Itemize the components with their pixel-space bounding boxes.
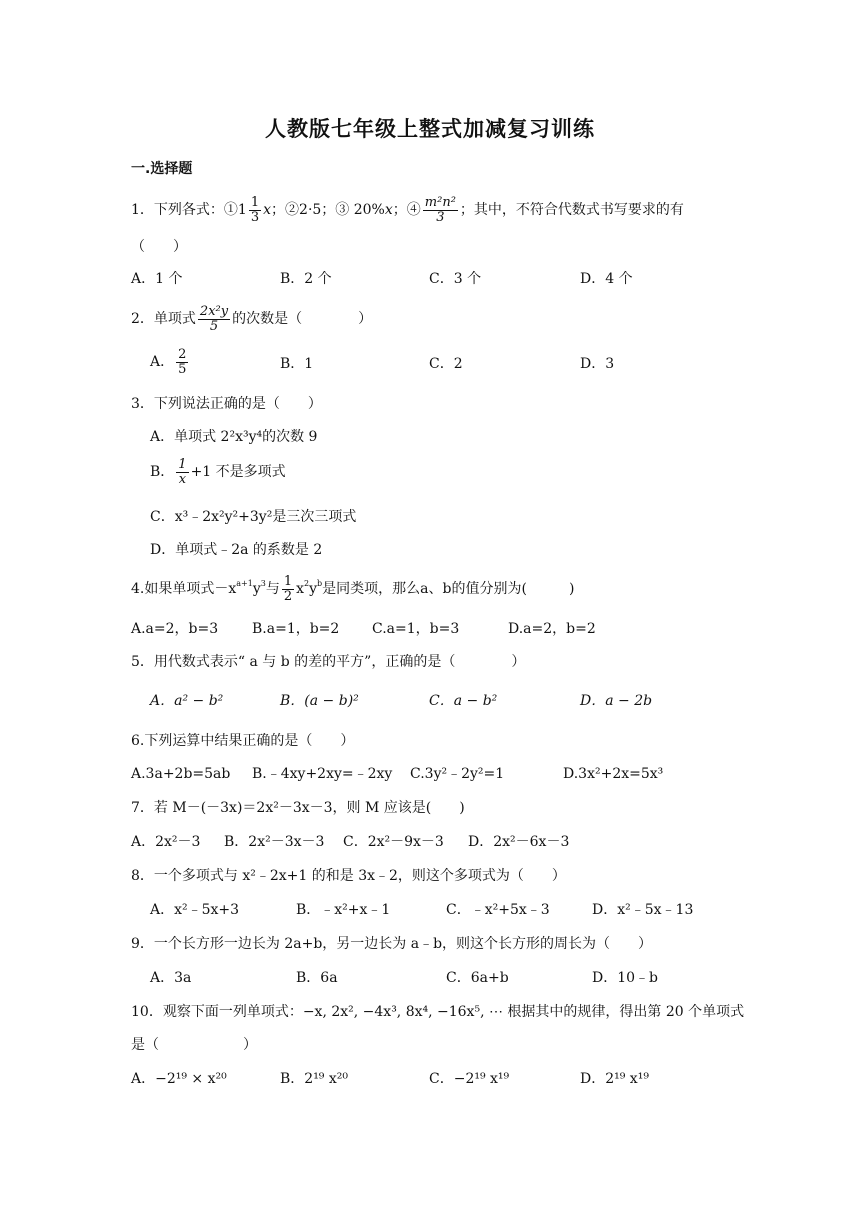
q3-option-b-denominator: x xyxy=(178,471,187,487)
q1-option-d: D．4 个 xyxy=(580,271,633,287)
q2-suffix: 的次数是（ ） xyxy=(232,311,373,328)
q1-mixed-number xyxy=(238,196,263,224)
q5-option-a: A．a² − b² xyxy=(150,693,224,709)
q1-var2: x xyxy=(384,202,393,219)
q6-option-d: D.3x²+2x=5x³ xyxy=(563,766,664,782)
q4-mid2: 与 xyxy=(265,581,280,598)
q7-option-a: A．2x²－3 xyxy=(131,834,201,850)
q9-option-c: C．6a+b xyxy=(446,970,509,986)
q4-suffix: 是同类项，那么a、b的值分别为( ) xyxy=(322,581,575,598)
q1-fraction-numerator: 1 xyxy=(250,195,260,210)
q10-option-b: B．2¹⁹ x²⁰ xyxy=(280,1071,348,1087)
question-6-stem: 6.下列运算中结果正确的是（ ） xyxy=(131,733,355,749)
q5-option-d: D．a − 2b xyxy=(580,693,653,709)
q3-option-a: A．单项式 2²x³y⁴的次数 9 xyxy=(150,429,318,445)
q4-option-b: B.a=1，b=2 xyxy=(252,621,340,637)
q8-option-b: B．﹣x²+x﹣1 xyxy=(296,902,391,918)
q7-option-d: D．2x²－6x－3 xyxy=(468,834,570,850)
q1-option-b: B．2 个 xyxy=(280,271,332,287)
q1-fraction2-denominator: 3 xyxy=(436,209,445,225)
question-1-stem xyxy=(131,196,684,224)
q5-option-b: B．(a − b)² xyxy=(280,693,359,709)
q4-mid4: y xyxy=(309,581,318,598)
q3-option-b-label: B． xyxy=(150,464,175,481)
q5-option-c: C．a − b² xyxy=(429,693,498,709)
q2-fraction-denominator: 5 xyxy=(209,318,219,334)
q1-answer-paren: （ ） xyxy=(131,239,187,255)
page-title: 人教版七年级上整式加减复习训练 xyxy=(265,117,595,141)
q7-option-c: C．2x²－9x－3 xyxy=(343,834,444,850)
q4-option-a: A.a=2，b=3 xyxy=(131,621,219,637)
q1-suffix: ；其中，不符合代数式书写要求的有 xyxy=(459,202,684,219)
q4-mid1: y xyxy=(252,581,261,598)
section-heading: 一.选择题 xyxy=(131,161,193,177)
q4-fraction-denominator: 2 xyxy=(283,588,293,604)
q1-fraction-denominator: 3 xyxy=(250,209,260,225)
q4-mid3: x xyxy=(296,581,305,598)
q2-prefix: 2．单项式 xyxy=(131,311,196,328)
question-7-stem: 7．若 M－(－3x)＝2x²－3x－3，则 M 应该是( ) xyxy=(131,800,465,816)
q6-option-b: B.﹣4xy+2xy=﹣2xy xyxy=(252,766,393,782)
question-10-stem: 10．观察下面一列单项式：−x, 2x², −4x³, 8x⁴, −16x⁵, ⋯ 根据其中的规律，得出第 20 个单项式 xyxy=(131,1004,745,1020)
q4-sup4: b xyxy=(317,579,323,589)
q1-fraction2-numerator: m²n² xyxy=(424,195,456,210)
q8-option-d: D．x²﹣5x﹣13 xyxy=(592,902,694,918)
q3-option-b xyxy=(150,458,286,486)
q9-option-b: B．6a xyxy=(296,970,338,986)
question-2-stem xyxy=(131,305,372,333)
question-9-stem: 9．一个长方形一边长为 2a+b，另一边长为 a﹣b，则这个长方形的周长为（ ） xyxy=(131,936,653,952)
q2-option-c: C．2 xyxy=(429,356,463,372)
question-10-stem-continued: 是（ ） xyxy=(131,1037,257,1053)
q6-option-c: C.3y²﹣2y²=1 xyxy=(410,766,505,782)
q2-option-a-fraction xyxy=(176,348,188,376)
q1-mid2: ；④ xyxy=(392,202,421,219)
q1-fraction xyxy=(249,196,261,224)
q3-option-b-fraction xyxy=(176,458,188,486)
q9-option-a: A．3a xyxy=(150,970,192,986)
q2-option-b: B．1 xyxy=(280,356,314,372)
q2-option-a xyxy=(150,348,190,376)
q4-fraction-numerator: 1 xyxy=(283,574,293,589)
q2-option-a-numerator: 2 xyxy=(178,347,187,362)
q1-option-a: A．1 个 xyxy=(131,271,183,287)
q2-option-a-denominator: 5 xyxy=(178,361,187,377)
q4-sup2: 3 xyxy=(260,579,266,589)
q2-fraction xyxy=(198,305,230,333)
q1-var: x xyxy=(263,202,272,219)
q10-option-d: D．2¹⁹ x¹⁹ xyxy=(580,1071,649,1087)
q6-option-a: A.3a+2b=5ab xyxy=(131,766,231,782)
q3-option-d: D．单项式﹣2a 的系数是 2 xyxy=(150,542,323,558)
q4-sup3: 2 xyxy=(304,579,310,589)
q8-option-a: A．x²﹣5x+3 xyxy=(150,902,240,918)
q1-option-c: C．3 个 xyxy=(429,271,482,287)
q2-option-a-label: A． xyxy=(150,354,175,371)
q1-prefix: 1．下列各式：① xyxy=(131,202,238,219)
q10-option-c: C．−2¹⁹ x¹⁹ xyxy=(429,1071,510,1087)
q1-fraction-2 xyxy=(423,196,458,224)
q1-whole: 1 xyxy=(237,202,247,219)
q7-option-b: B．2x²－3x－3 xyxy=(224,834,325,850)
q3-option-b-numerator: 1 xyxy=(178,457,187,472)
q4-option-c: C.a=1，b=3 xyxy=(372,621,460,637)
q10-option-a: A．−2¹⁹ × x²⁰ xyxy=(131,1071,227,1087)
q4-option-d: D.a=2，b=2 xyxy=(508,621,596,637)
question-3-stem: 3．下列说法正确的是（ ） xyxy=(131,396,322,412)
q4-fraction xyxy=(282,575,294,603)
q2-fraction-numerator: 2x²y xyxy=(199,304,229,319)
q8-option-c: C．﹣x²+5x﹣3 xyxy=(446,902,550,918)
q9-option-d: D．10﹣b xyxy=(592,970,659,986)
q4-sup1: a+1 xyxy=(236,579,253,589)
question-5-stem: 5．用代数式表示“ a 与 b 的差的平方”，正确的是（ ） xyxy=(131,654,526,670)
q1-mid1: ；②2·5；③ 20% xyxy=(271,202,385,219)
question-8-stem: 8．一个多项式与 x²﹣2x+1 的和是 3x﹣2，则这个多项式为（ ） xyxy=(131,868,566,884)
q4-prefix: 4.如果单项式－x xyxy=(131,581,237,598)
q3-option-b-text: +1 不是多项式 xyxy=(190,464,286,481)
question-4-stem xyxy=(131,575,574,603)
q2-option-d: D．3 xyxy=(580,356,615,372)
q3-option-c: C．x³﹣2x²y²+3y²是三次三项式 xyxy=(150,509,357,525)
